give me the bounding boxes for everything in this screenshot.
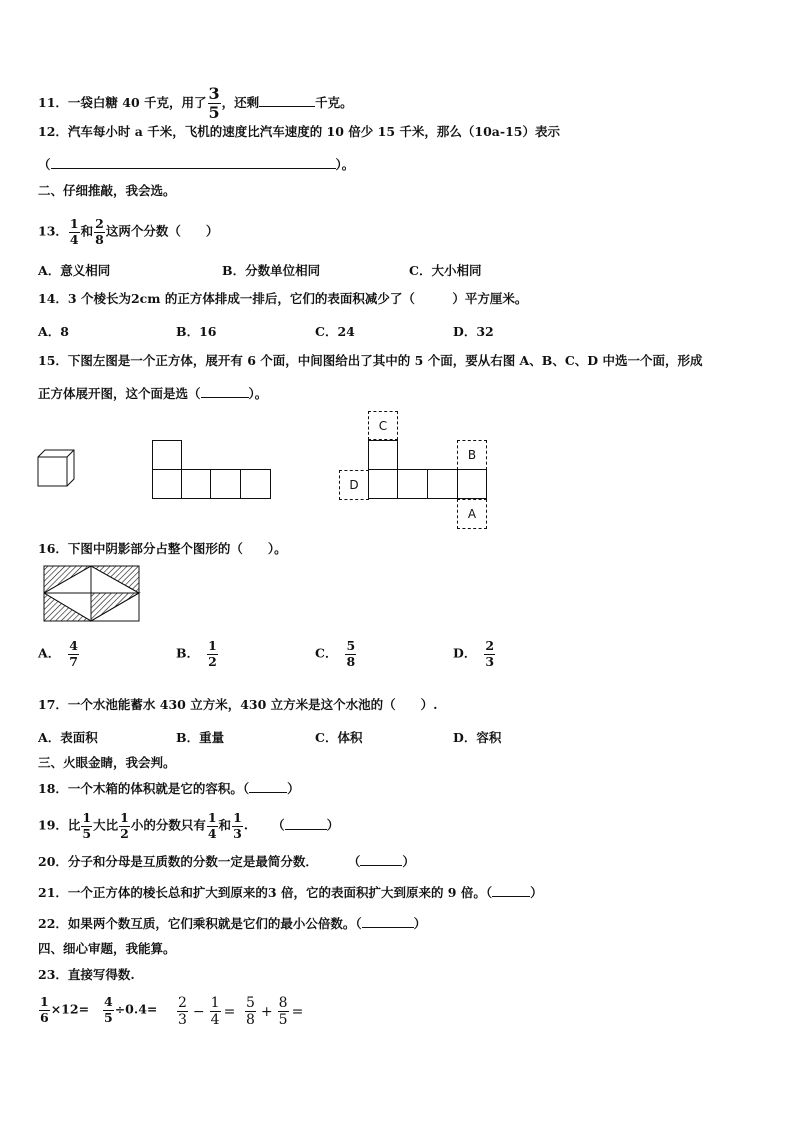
answer-blank[interactable] [362, 915, 414, 928]
q17-option-a[interactable]: A．表面积 [38, 730, 98, 745]
answer-blank[interactable] [249, 780, 287, 793]
net-square [152, 469, 182, 499]
calc-expression-1: $\frac{1}{6}$ ×12= [40, 994, 90, 1025]
calc-expression-4: $\frac{5}{8}$ + $\frac{8}{5}$ = [246, 995, 304, 1028]
fraction: $\frac{1}{4}$ [69, 216, 79, 247]
question-22: 22．如果两个数互质，它们乘积就是它们的最小公倍数。（ ） [38, 916, 427, 931]
q14-option-a[interactable]: A．8 [38, 324, 69, 339]
net-square [457, 469, 487, 499]
q14-option-b[interactable]: B．16 [176, 324, 217, 339]
q14-option-c[interactable]: C．24 [315, 324, 355, 339]
q11-text: 11．一袋白糖 40 千克，用了 [38, 95, 207, 110]
q16-option-d[interactable]: D． $\frac{2}{3}$ [453, 638, 495, 669]
answer-blank[interactable] [492, 884, 530, 897]
question-16: 16．下图中阴影部分占整个图形的（ ）。 [38, 541, 287, 556]
answer-blank[interactable] [201, 385, 249, 398]
question-15-line-2: 正方体展开图，这个面是选（ ）。 [38, 386, 268, 401]
question-12-answer-line: （ ）。 [38, 157, 355, 172]
question-18: 18．一个木箱的体积就是它的容积。（ ） [38, 781, 300, 796]
net-square [210, 469, 241, 499]
answer-blank[interactable] [360, 853, 402, 866]
q17-option-c[interactable]: C．体积 [315, 730, 363, 745]
section-2-heading: 二、仔细推敲，我会选。 [38, 183, 176, 198]
choice-face-b[interactable]: B [457, 440, 487, 470]
question-13: 13． $\frac{1}{4}$ 和 $\frac{2}{8}$ 这两个分数（ ） [38, 216, 219, 247]
answer-blank[interactable] [259, 94, 315, 107]
q16-option-a[interactable]: A． $\frac{4}{7}$ [38, 638, 78, 669]
q13-option-c[interactable]: C．大小相同 [409, 263, 482, 278]
calc-expression-2: $\frac{4}{5}$ ÷0.4= [104, 994, 158, 1025]
choice-face-d[interactable]: D [339, 470, 369, 500]
net-square [368, 469, 398, 499]
answer-blank[interactable] [51, 156, 336, 169]
fraction: $\frac{2}{8}$ [95, 216, 104, 247]
q17-option-d[interactable]: D．容积 [453, 730, 502, 745]
q13-option-b[interactable]: B．分数单位相同 [222, 263, 321, 278]
question-17: 17．一个水池能蓄水 430 立方米，430 立方米是这个水池的（ ）. [38, 697, 438, 712]
question-23: 23．直接写得数. [38, 967, 135, 982]
q12-text: 12．汽车每小时 a 千米，飞机的速度比汽车速度的 10 倍少 15 千米，那么（10a-15）表示 [38, 124, 560, 139]
question-15: 15．下图左图是一个正方体，展开有 6 个面，中间图给出了其中的 5 个面，要从右图 A、B、C、D 中选一个面，形成 [38, 353, 703, 368]
q16-option-c[interactable]: C． $\frac{5}{8}$ [315, 638, 356, 669]
q16-option-b[interactable]: B． $\frac{1}{2}$ [176, 638, 217, 669]
net-square [152, 440, 182, 470]
net-square [240, 469, 271, 499]
choice-face-c[interactable]: C [368, 411, 398, 440]
q11-fraction: $\frac{3}{5}$ [208, 84, 220, 122]
section-4-heading: 四、细心审题，我能算。 [38, 941, 176, 956]
shaded-rectangle-figure [43, 565, 141, 623]
answer-blank[interactable] [285, 817, 327, 830]
question-19: 19．比 $\frac{1}{5}$ 大比 $\frac{1}{2}$ 小的分数只有 $\frac{1}{4}$ 和 $\frac{1}{3}$ . （ ） [38, 810, 340, 841]
q14-option-d[interactable]: D．32 [453, 324, 494, 339]
section-3-heading: 三、火眼金睛，我会判。 [38, 755, 176, 770]
question-11: 11．一袋白糖 40 千克，用了 $\frac{3}{5}$ ，还剩 千克。 [38, 84, 353, 122]
question-12 [38, 124, 560, 140]
q13-option-a[interactable]: A．意义相同 [38, 263, 111, 278]
question-20: 20．分子和分母是互质数的分数一定是最简分数． （ ） [38, 854, 415, 869]
question-21: 21．一个正方体的棱长总和扩大到原来的3 倍，它的表面积扩大到原来的 9 倍。（ ） [38, 885, 543, 900]
net-square [181, 469, 211, 499]
net-square [397, 469, 428, 499]
cube-figure [36, 448, 76, 490]
question-14: 14．3 个棱长为2cm 的正方体排成一排后，它们的表面积减少了（ ）平方厘米。 [38, 291, 528, 306]
choice-face-a[interactable]: A [457, 499, 487, 529]
calc-expression-3: $\frac{2}{3}$ − $\frac{1}{4}$ = [178, 995, 236, 1028]
net-square [368, 440, 398, 470]
net-square [427, 469, 458, 499]
q17-option-b[interactable]: B．重量 [176, 730, 225, 745]
